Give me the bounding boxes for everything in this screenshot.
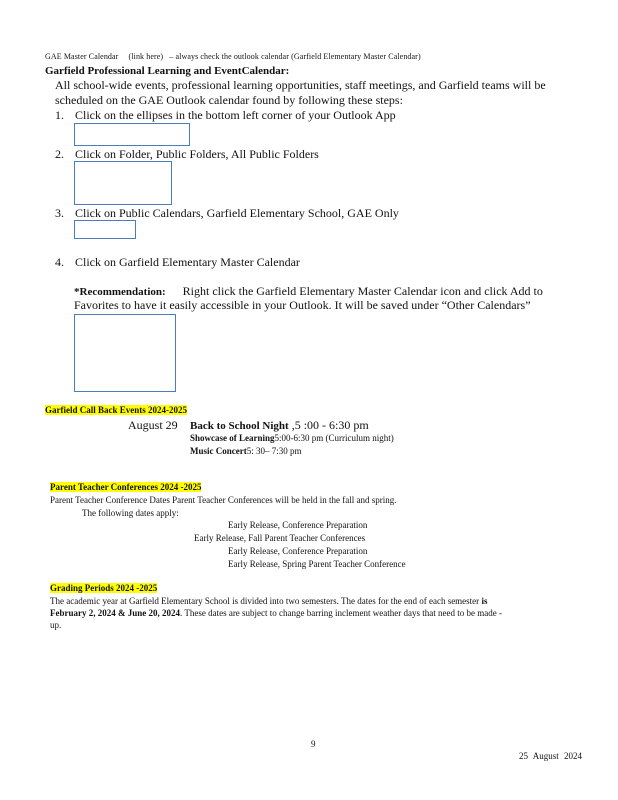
ptc-line1: Parent Teacher Conference Dates Parent Teacher Conferences will be held in the fall and spring. xyxy=(50,495,397,505)
always-check-text: – always check the outlook calendar (Garfield Elementary Master Calendar) xyxy=(169,52,421,61)
step-number: 3. xyxy=(55,206,64,220)
step-text: Click on Public Calendars, Garfield Elementary School, GAE Only xyxy=(75,206,399,220)
grading-line1 xyxy=(50,596,487,606)
recommendation-line2: Favorites to have it easily accessible in your Outlook. It will be saved under “Other Calendars” xyxy=(74,298,531,312)
grading-bold: is xyxy=(481,596,488,606)
ptc-line2: The following dates apply: xyxy=(82,508,179,518)
pl-intro-line2: scheduled on the GAE Outlook calendar found by following these steps: xyxy=(55,93,403,107)
grading-line3: up. xyxy=(50,620,62,630)
callback-event-1 xyxy=(190,418,369,433)
recommendation-line1 xyxy=(74,284,543,299)
event-detail: 5:00-6:30 pm (Curriculum night) xyxy=(274,433,394,443)
ptc-title: Parent Teacher Conferences 2024 -2025 xyxy=(50,482,202,492)
step-4 xyxy=(55,255,300,270)
grading-text: . These dates are subject to change barring inclement weather days that need to be made - xyxy=(180,608,502,618)
step-1-screenshot xyxy=(74,123,190,146)
gae-master-calendar-text: GAE Master Calendar xyxy=(45,52,119,61)
step-number: 1. xyxy=(55,108,64,122)
step-3-screenshot xyxy=(74,220,136,239)
semester-end-dates: February 2, 2024 & June 20, 2024 xyxy=(50,608,180,618)
ptc-item: Early Release, Conference Preparation xyxy=(228,546,368,556)
ptc-item: Early Release, Conference Preparation xyxy=(228,520,368,530)
grading-text: The academic year at Garfield Elementary School is divided into two semesters. The dates for the end of each semester xyxy=(50,596,480,606)
recommendation-label: *Recommendation: xyxy=(74,286,166,298)
step-text: Click on Folder, Public Folders, All Public Folders xyxy=(75,147,319,161)
pl-section-title: Garfield Professional Learning and EventCalendar: xyxy=(45,65,290,77)
event-name: Back to School Night xyxy=(190,420,289,432)
footer-date: 25 August 2024 xyxy=(519,751,583,761)
step-2 xyxy=(55,147,319,162)
pl-intro-line1: All school-wide events, professional learning opportunities, staff meetings, and Garfield teams will be xyxy=(55,78,546,92)
master-calendar-link[interactable]: (link here) xyxy=(128,52,164,61)
ptc-item: Early Release, Spring Parent Teacher Conference xyxy=(228,559,406,569)
event-detail: 5: 30– 7:30 pm xyxy=(246,446,302,456)
recommendation-screenshot xyxy=(74,314,176,392)
step-text: Click on the ellipses in the bottom left corner of your Outlook App xyxy=(75,108,396,122)
step-number: 2. xyxy=(55,147,64,161)
ptc-item: Early Release, Fall Parent Teacher Conferences xyxy=(194,533,366,543)
callback-event-date: August 29 xyxy=(128,418,178,432)
step-text: Click on Garfield Elementary Master Calendar xyxy=(75,255,300,269)
recommendation-text-1: Right click the Garfield Elementary Master Calendar icon and click Add to xyxy=(182,284,543,298)
event-name: Music Concert xyxy=(190,446,247,456)
step-1 xyxy=(55,108,396,123)
grading-line2 xyxy=(50,608,502,618)
step-3 xyxy=(55,206,399,221)
callback-title: Garfield Call Back Events 2024-2025 xyxy=(45,405,187,415)
callback-event-2 xyxy=(190,433,394,443)
master-calendar-line xyxy=(45,52,421,61)
grading-title: Grading Periods 2024 -2025 xyxy=(50,583,158,593)
step-2-screenshot xyxy=(74,161,172,205)
callback-event-3 xyxy=(190,446,302,456)
event-detail: ,5 :00 - 6:30 pm xyxy=(291,418,369,432)
page-number: 9 xyxy=(311,739,316,749)
step-number: 4. xyxy=(55,255,64,269)
event-name: Showcase of Learning xyxy=(190,433,275,443)
